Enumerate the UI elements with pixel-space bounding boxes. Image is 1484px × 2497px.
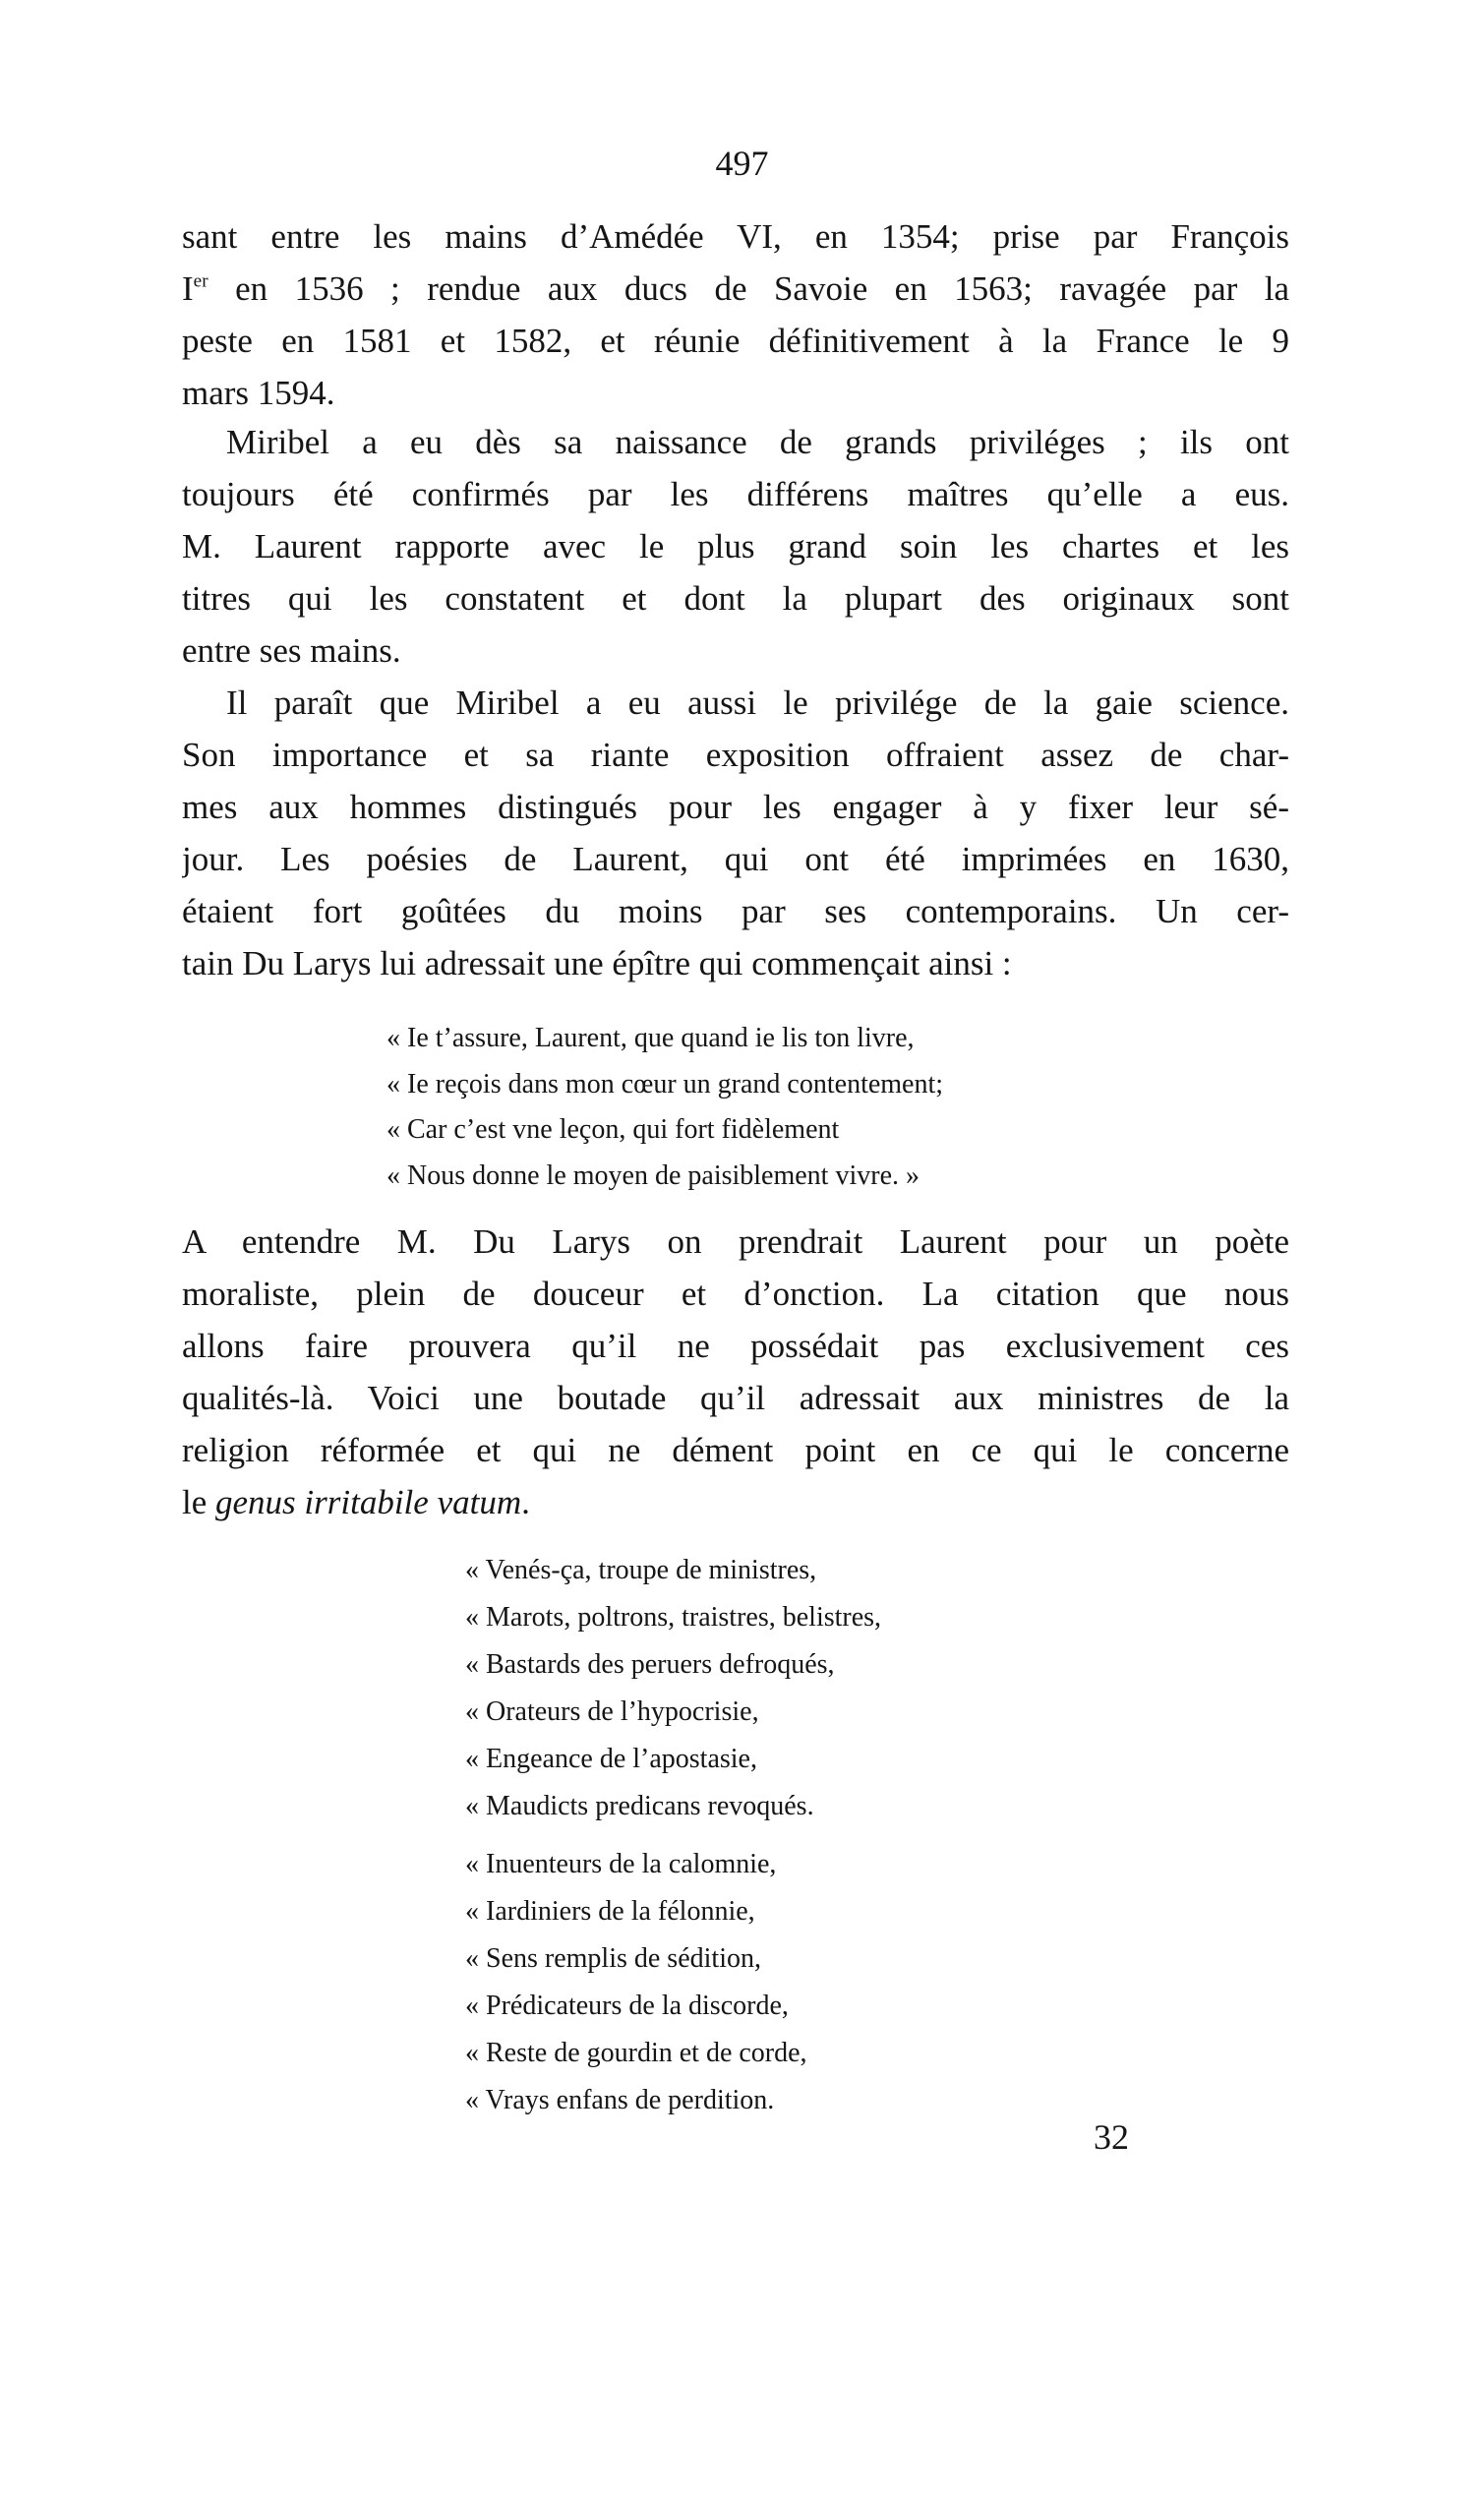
text-segment: jour. Les poésies de Laurent, qui ont été imprimées en 1630,	[182, 840, 1289, 878]
italic-text: genus irritabile vatum	[215, 1483, 522, 1521]
text-line	[182, 1216, 1289, 1268]
text-segment: en 1536 ; rendue aux ducs de Savoie en 1563; ravagée par la	[208, 269, 1289, 308]
text-line	[182, 781, 1289, 833]
text-segment: I	[182, 269, 194, 308]
verse-line: « Vrays enfans de perdition.	[465, 2085, 775, 2115]
page-number: 497	[715, 144, 769, 183]
verse-line: « Prédicateurs de la discorde,	[465, 1991, 789, 2021]
text-line	[182, 263, 1289, 315]
verse-quote-1	[386, 1016, 943, 1199]
text-segment: allons faire prouvera qu’il ne possédait pas exclusivement ces	[182, 1327, 1289, 1365]
text-segment: .	[521, 1483, 530, 1521]
verse-line: « Marots, poltrons, traistres, belistres,	[465, 1602, 882, 1633]
text-line	[182, 210, 1289, 263]
verse-line: « Reste de gourdin et de corde,	[465, 2038, 807, 2068]
paragraph-1	[182, 210, 1289, 419]
verse-line: « Bastards des peruers defroqués,	[465, 1649, 835, 1680]
text-line	[182, 937, 1289, 989]
text-segment: entre ses mains.	[182, 631, 401, 670]
text-segment: moraliste, plein de douceur et d’onction. La citation que nous	[182, 1275, 1289, 1313]
text-segment: tain Du Larys lui adressait une épître qui commençait ainsi :	[182, 944, 1012, 982]
verse-line: « Venés-ça, troupe de ministres,	[465, 1555, 817, 1585]
text-line	[182, 1268, 1289, 1320]
paragraph-4	[182, 1216, 1289, 1528]
text-segment: mars 1594.	[182, 374, 335, 412]
verse-line: « Iardiniers de la félonnie,	[465, 1896, 755, 1927]
verse-line: « Inuenteurs de la calomnie,	[465, 1849, 777, 1879]
text-line	[182, 624, 1289, 677]
paragraph-2	[182, 416, 1289, 677]
verse-line: « Nous donne le moyen de paisiblement vivre. »	[386, 1159, 920, 1191]
verse-line: « Engeance de l’apostasie,	[465, 1744, 757, 1774]
text-line	[182, 315, 1289, 367]
text-segment: Miribel a eu dès sa naissance de grands priviléges ; ils ont	[226, 423, 1289, 461]
verse-line: « Ie t’assure, Laurent, que quand ie lis ton livre,	[386, 1023, 915, 1053]
text-segment: titres qui les constatent et dont la plupart des originaux sont	[182, 579, 1289, 618]
verse-line: « Sens remplis de sédition,	[465, 1943, 761, 1974]
text-segment: religion réformée et qui ne dément point en ce qui le concerne	[182, 1431, 1289, 1469]
text-segment: le	[182, 1483, 216, 1521]
text-line	[182, 468, 1289, 520]
text-segment: Il paraît que Miribel a eu aussi le privilége de la gaie science.	[226, 684, 1289, 722]
text-line	[182, 729, 1289, 781]
paragraph-3	[182, 677, 1289, 989]
text-segment: peste en 1581 et 1582, et réunie définitivement à la France le 9	[182, 322, 1289, 360]
verse-quote-2b	[465, 1841, 807, 2124]
verse-line: « Orateurs de l’hypocrisie,	[465, 1696, 759, 1727]
text-segment: sant entre les mains d’Amédée VI, en 1354; prise par François	[182, 217, 1289, 256]
verse-quote-2a	[465, 1547, 881, 1830]
superscript: er	[193, 270, 208, 292]
signature-mark: 32	[1094, 2117, 1129, 2157]
text-line	[182, 885, 1289, 937]
text-line	[182, 1476, 1289, 1528]
text-line	[182, 1320, 1289, 1372]
text-line	[182, 572, 1289, 624]
text-line	[182, 1372, 1289, 1424]
verse-line: « Car c’est vne leçon, qui fort fidèlement	[386, 1114, 840, 1145]
text-segment: qualités-là. Voici une boutade qu’il adressait aux ministres de la	[182, 1379, 1289, 1417]
text-segment: M. Laurent rapporte avec le plus grand soin les chartes et les	[182, 527, 1289, 565]
text-segment: Son importance et sa riante exposition offraient assez de char-	[182, 736, 1289, 774]
text-line	[182, 367, 1289, 419]
verse-line: « Ie reçois dans mon cœur un grand contentement;	[386, 1068, 944, 1100]
text-segment: mes aux hommes distingués pour les engager à y fixer leur sé-	[182, 788, 1289, 826]
text-line	[182, 416, 1289, 468]
text-segment: étaient fort goûtées du moins par ses contemporains. Un cer-	[182, 892, 1289, 930]
text-segment: toujours été confirmés par les différens maîtres qu’elle a eus.	[182, 475, 1289, 513]
text-line	[182, 520, 1289, 572]
text-segment: A entendre M. Du Larys on prendrait Laurent pour un poète	[182, 1222, 1289, 1261]
text-line	[182, 1424, 1289, 1476]
text-line	[182, 677, 1289, 729]
verse-line: « Maudicts predicans revoqués.	[465, 1791, 814, 1821]
text-line	[182, 833, 1289, 885]
